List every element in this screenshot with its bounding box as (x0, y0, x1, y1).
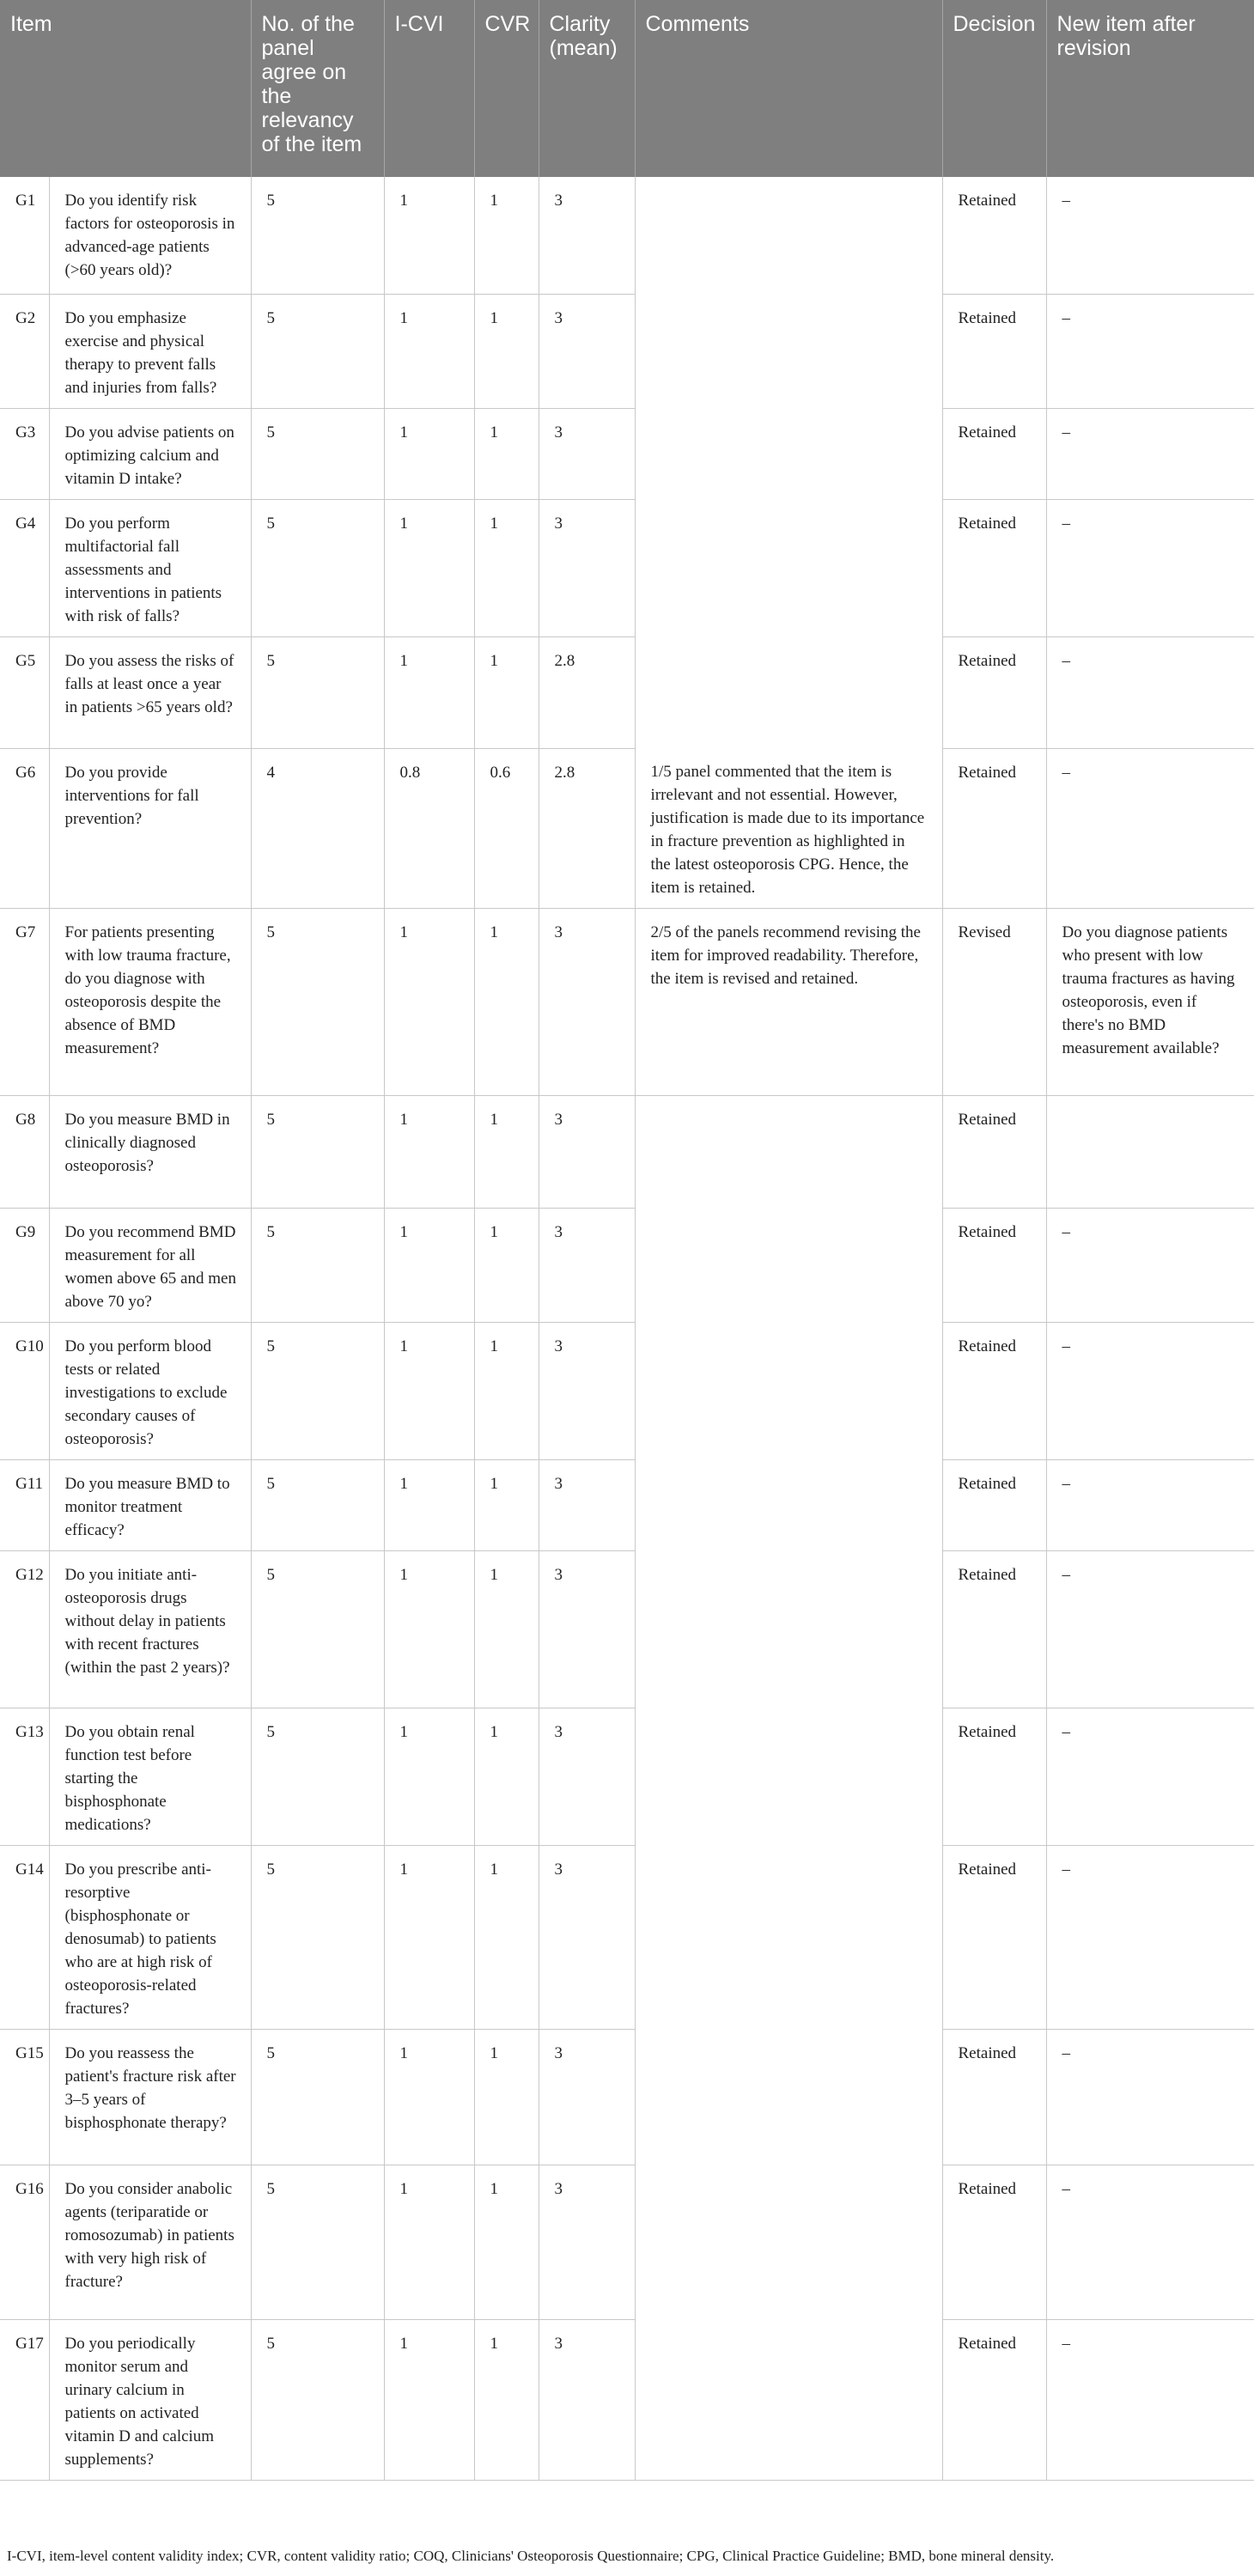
panel-agree-cell: 5 (251, 2320, 384, 2481)
panel-agree-cell: 5 (251, 1096, 384, 1209)
cvr-cell: 1 (474, 294, 539, 408)
decision-cell: Retained (942, 748, 1046, 909)
decision-cell: Retained (942, 2165, 1046, 2320)
cvr-cell: 1 (474, 2320, 539, 2481)
new-item-cell: – (1046, 294, 1254, 408)
panel-agree-cell: 5 (251, 408, 384, 499)
panel-agree-cell: 5 (251, 294, 384, 408)
panel-agree-cell: 5 (251, 636, 384, 748)
panel-agree-cell: 5 (251, 1708, 384, 1846)
item-id: G1 (0, 177, 49, 294)
panel-agree-cell: 4 (251, 748, 384, 909)
header-decision: Decision (942, 0, 1046, 177)
decision-cell: Retained (942, 2320, 1046, 2481)
clarity-cell: 3 (539, 1323, 635, 1460)
cvr-cell: 0.6 (474, 748, 539, 909)
item-question: Do you assess the risks of falls at least once a year in patients >65 years old? (49, 636, 251, 748)
comment-cell: 1/5 panel commented that the item is irrelevant and not essential. However, justification is made due to its importance in fracture prevention as highlighted in the latest osteoporosis CPG. Hence, the item is retained. (635, 748, 942, 909)
item-id: G3 (0, 408, 49, 499)
table-row (0, 1460, 1254, 1551)
decision-cell: Retained (942, 1209, 1046, 1323)
table-row (0, 909, 1254, 1096)
icvi-cell: 1 (384, 909, 474, 1096)
decision-cell: Retained (942, 1460, 1046, 1551)
clarity-cell: 3 (539, 1096, 635, 1209)
table-row (0, 1551, 1254, 1708)
icvi-cell: 1 (384, 499, 474, 636)
new-item-cell: – (1046, 1551, 1254, 1708)
clarity-cell: 3 (539, 1846, 635, 2030)
new-item-cell: – (1046, 408, 1254, 499)
item-id: G10 (0, 1323, 49, 1460)
item-id: G11 (0, 1460, 49, 1551)
new-item-cell: – (1046, 1708, 1254, 1846)
table-row (0, 499, 1254, 636)
item-id: G8 (0, 1096, 49, 1209)
table-row (0, 2320, 1254, 2481)
decision-cell: Revised (942, 909, 1046, 1096)
comment-cell (635, 408, 942, 499)
item-question: Do you prescribe anti-resorptive (bisphosphonate or denosumab) to patients who are at high risk of osteoporosis-related fractures? (49, 1846, 251, 2030)
panel-agree-cell: 5 (251, 2165, 384, 2320)
header-item: Item (0, 0, 251, 177)
decision-cell: Retained (942, 1846, 1046, 2030)
cvr-cell: 1 (474, 1460, 539, 1551)
clarity-cell: 3 (539, 2030, 635, 2165)
icvi-cell: 1 (384, 294, 474, 408)
item-question: Do you emphasize exercise and physical therapy to prevent falls and injuries from falls? (49, 294, 251, 408)
clarity-cell: 3 (539, 294, 635, 408)
new-item-cell: Do you diagnose patients who present with low trauma fractures as having osteoporosis, even if there's no BMD measurement available? (1046, 909, 1254, 1096)
comment-cell (635, 177, 942, 294)
item-question: Do you obtain renal function test before starting the bisphosphonate medications? (49, 1708, 251, 1846)
decision-cell: Retained (942, 177, 1046, 294)
new-item-cell: – (1046, 1323, 1254, 1460)
cvr-cell: 1 (474, 177, 539, 294)
panel-agree-cell: 5 (251, 177, 384, 294)
cvr-cell: 1 (474, 909, 539, 1096)
item-question: Do you perform blood tests or related investigations to exclude secondary causes of osteoporosis? (49, 1323, 251, 1460)
new-item-cell: – (1046, 1209, 1254, 1323)
item-id: G2 (0, 294, 49, 408)
comment-cell (635, 1846, 942, 2030)
decision-cell: Retained (942, 408, 1046, 499)
clarity-cell: 3 (539, 2165, 635, 2320)
decision-cell: Retained (942, 2030, 1046, 2165)
item-question: For patients presenting with low trauma fracture, do you diagnose with osteoporosis despite the absence of BMD measurement? (49, 909, 251, 1096)
item-question: Do you periodically monitor serum and urinary calcium in patients on activated vitamin D and calcium supplements? (49, 2320, 251, 2481)
decision-cell: Retained (942, 499, 1046, 636)
item-question: Do you provide interventions for fall prevention? (49, 748, 251, 909)
comment-cell (635, 2320, 942, 2481)
panel-agree-cell: 5 (251, 1323, 384, 1460)
item-question: Do you measure BMD to monitor treatment efficacy? (49, 1460, 251, 1551)
panel-agree-cell: 5 (251, 909, 384, 1096)
item-id: G5 (0, 636, 49, 748)
clarity-cell: 3 (539, 1708, 635, 1846)
table-row (0, 748, 1254, 909)
comment-cell: 2/5 of the panels recommend revising the item for improved readability. Therefore, the item is revised and retained. (635, 909, 942, 1096)
table-row (0, 408, 1254, 499)
new-item-cell: – (1046, 2165, 1254, 2320)
clarity-cell: 2.8 (539, 748, 635, 909)
cvr-cell: 1 (474, 1708, 539, 1846)
clarity-cell: 3 (539, 1460, 635, 1551)
icvi-cell: 1 (384, 408, 474, 499)
icvi-cell: 1 (384, 2165, 474, 2320)
icvi-cell: 1 (384, 1846, 474, 2030)
cvr-cell: 1 (474, 1551, 539, 1708)
cvr-cell: 1 (474, 2165, 539, 2320)
icvi-cell: 1 (384, 2320, 474, 2481)
icvi-cell: 1 (384, 1323, 474, 1460)
item-id: G16 (0, 2165, 49, 2320)
new-item-cell: – (1046, 636, 1254, 748)
decision-cell: Retained (942, 1708, 1046, 1846)
item-question: Do you consider anabolic agents (teriparatide or romosozumab) in patients with very high risk of fracture? (49, 2165, 251, 2320)
icvi-cell: 1 (384, 1551, 474, 1708)
table-row (0, 1209, 1254, 1323)
table-row (0, 1096, 1254, 1209)
table-row (0, 2030, 1254, 2165)
item-id: G9 (0, 1209, 49, 1323)
table-row (0, 1323, 1254, 1460)
cvr-cell: 1 (474, 1209, 539, 1323)
comment-cell (635, 2030, 942, 2165)
table-row (0, 2165, 1254, 2320)
panel-agree-cell: 5 (251, 1551, 384, 1708)
header-row (0, 0, 1254, 177)
decision-cell: Retained (942, 1551, 1046, 1708)
item-id: G12 (0, 1551, 49, 1708)
panel-agree-cell: 5 (251, 499, 384, 636)
panel-agree-cell: 5 (251, 1209, 384, 1323)
clarity-cell: 3 (539, 499, 635, 636)
icvi-cell: 1 (384, 1460, 474, 1551)
item-id: G6 (0, 748, 49, 909)
clarity-cell: 3 (539, 2320, 635, 2481)
comment-cell (635, 1096, 942, 1209)
item-id: G14 (0, 1846, 49, 2030)
new-item-cell: – (1046, 748, 1254, 909)
cvr-cell: 1 (474, 2030, 539, 2165)
table-row (0, 1708, 1254, 1846)
comment-cell (635, 499, 942, 636)
item-id: G4 (0, 499, 49, 636)
cvr-cell: 1 (474, 1846, 539, 2030)
comment-cell (635, 1551, 942, 1708)
new-item-cell: – (1046, 499, 1254, 636)
cvr-cell: 1 (474, 1096, 539, 1209)
item-question: Do you identify risk factors for osteoporosis in advanced-age patients (>60 years old)? (49, 177, 251, 294)
item-question: Do you measure BMD in clinically diagnosed osteoporosis? (49, 1096, 251, 1209)
decision-cell: Retained (942, 636, 1046, 748)
clarity-cell: 2.8 (539, 636, 635, 748)
clarity-cell: 3 (539, 1209, 635, 1323)
new-item-cell: – (1046, 177, 1254, 294)
decision-cell: Retained (942, 294, 1046, 408)
new-item-cell: – (1046, 2320, 1254, 2481)
table-footnote: I-CVI, item-level content validity index; CVR, content validity ratio; COQ, Clinicians' Osteoporosis Questionnaire; CPG, Clinical Practice Guideline; BMD, bone mineral density. (7, 2548, 1055, 2564)
header-clarity: Clarity (mean) (539, 0, 635, 177)
item-question: Do you advise patients on optimizing calcium and vitamin D intake? (49, 408, 251, 499)
table-row (0, 294, 1254, 408)
item-question: Do you initiate anti-osteoporosis drugs without delay in patients with recent fractures (within the past 2 years)? (49, 1551, 251, 1708)
comment-cell (635, 636, 942, 748)
cvr-cell: 1 (474, 408, 539, 499)
panel-agree-cell: 5 (251, 1846, 384, 2030)
table-row (0, 1846, 1254, 2030)
item-id: G15 (0, 2030, 49, 2165)
comment-cell (635, 1323, 942, 1460)
new-item-cell: – (1046, 2030, 1254, 2165)
item-id: G17 (0, 2320, 49, 2481)
clarity-cell: 3 (539, 1551, 635, 1708)
icvi-cell: 0.8 (384, 748, 474, 909)
decision-cell: Retained (942, 1323, 1046, 1460)
cvr-cell: 1 (474, 499, 539, 636)
header-panel-agree: No. of the panel agree on the relevancy of the item (251, 0, 384, 177)
clarity-cell: 3 (539, 909, 635, 1096)
comment-cell (635, 294, 942, 408)
item-question: Do you perform multifactorial fall assessments and interventions in patients with risk of falls? (49, 499, 251, 636)
header-comments: Comments (635, 0, 942, 177)
cvr-cell: 1 (474, 1323, 539, 1460)
decision-cell: Retained (942, 1096, 1046, 1209)
new-item-cell: – (1046, 1460, 1254, 1551)
header-new-item: New item after revision (1046, 0, 1254, 177)
table-row (0, 177, 1254, 294)
icvi-cell: 1 (384, 636, 474, 748)
item-question: Do you reassess the patient's fracture risk after 3–5 years of bisphosphonate therapy? (49, 2030, 251, 2165)
comment-cell (635, 2165, 942, 2320)
comment-cell (635, 1708, 942, 1846)
panel-agree-cell: 5 (251, 2030, 384, 2165)
new-item-cell: – (1046, 1846, 1254, 2030)
icvi-cell: 1 (384, 1209, 474, 1323)
panel-agree-cell: 5 (251, 1460, 384, 1551)
header-icvi: I-CVI (384, 0, 474, 177)
table-row (0, 636, 1254, 748)
icvi-cell: 1 (384, 2030, 474, 2165)
icvi-cell: 1 (384, 1096, 474, 1209)
clarity-cell: 3 (539, 408, 635, 499)
comment-cell (635, 1209, 942, 1323)
clarity-cell: 3 (539, 177, 635, 294)
comment-cell (635, 1460, 942, 1551)
item-question: Do you recommend BMD measurement for all women above 65 and men above 70 yo? (49, 1209, 251, 1323)
icvi-cell: 1 (384, 177, 474, 294)
cvr-cell: 1 (474, 636, 539, 748)
item-id: G7 (0, 909, 49, 1096)
new-item-cell (1046, 1096, 1254, 1209)
item-id: G13 (0, 1708, 49, 1846)
icvi-cell: 1 (384, 1708, 474, 1846)
header-cvr: CVR (474, 0, 539, 177)
